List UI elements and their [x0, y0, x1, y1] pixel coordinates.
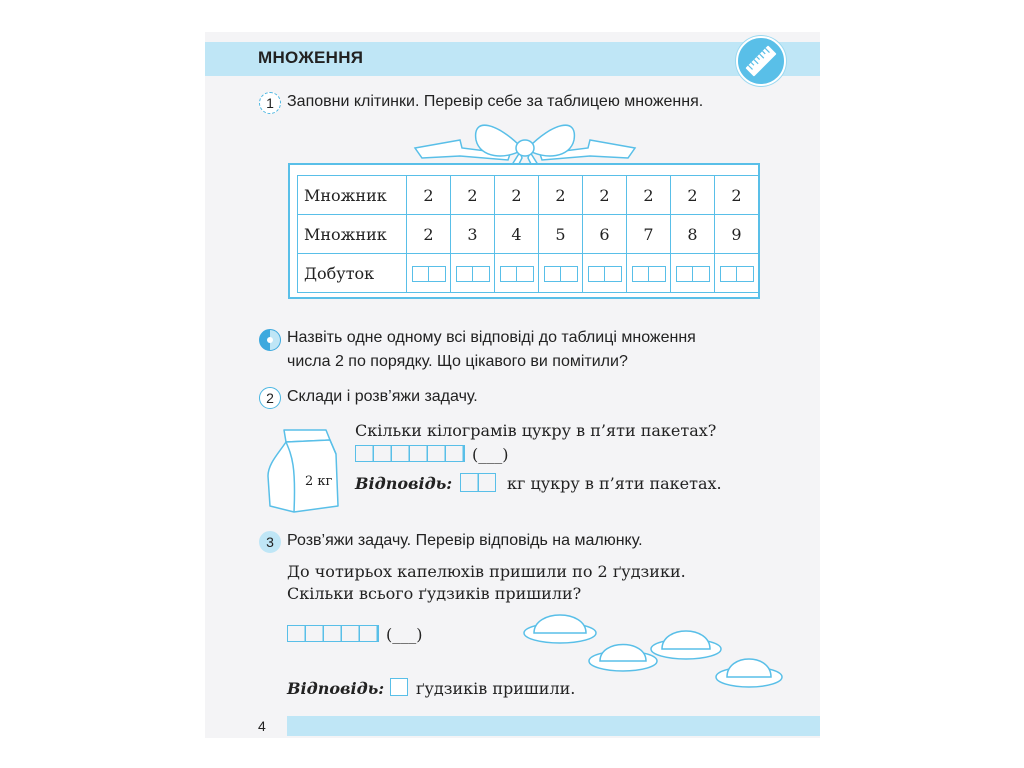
- ruler-icon: [736, 36, 786, 86]
- table-cell: 8: [671, 215, 715, 254]
- table-cell: 2: [407, 215, 451, 254]
- table-cell: 3: [451, 215, 495, 254]
- table-row: [298, 215, 759, 254]
- answer-cell[interactable]: [539, 254, 583, 293]
- task-2-instruction: Склади і розв’яжи задачу.: [287, 388, 478, 405]
- table-cell: 6: [583, 215, 627, 254]
- table-cell: 9: [715, 215, 759, 254]
- answer-box[interactable]: [460, 473, 496, 492]
- table-cell: 2: [583, 176, 627, 215]
- table-cell: 2: [407, 176, 451, 215]
- task-2-question: Скільки кілограмів цукру в п’яти пакетах?: [355, 421, 717, 440]
- sugar-bag-icon: [266, 426, 346, 516]
- row-label: Множник: [298, 176, 407, 215]
- footer-band: [287, 716, 820, 736]
- page-title: МНОЖЕННЯ: [258, 48, 364, 67]
- multiplication-table: [297, 175, 759, 293]
- unit-paren: (___): [472, 445, 509, 464]
- answer-box[interactable]: [390, 678, 408, 696]
- answer-cell[interactable]: [407, 254, 451, 293]
- table-cell: 2: [715, 176, 759, 215]
- unit-paren: (___): [386, 625, 423, 644]
- answer-cell[interactable]: [495, 254, 539, 293]
- task-3-instruction: Розв’яжи задачу. Перевір відповідь на малюнку.: [287, 532, 643, 549]
- answer-cell[interactable]: [451, 254, 495, 293]
- answer-rest-text: ґудзиків пришили.: [416, 679, 576, 698]
- talk-line-2: числа 2 по порядку. Що цікавого ви помітили?: [287, 353, 628, 370]
- equation-boxes[interactable]: [355, 445, 465, 462]
- answer-box[interactable]: [676, 266, 710, 282]
- table-cell: 2: [671, 176, 715, 215]
- task-3-number: 3: [259, 531, 281, 553]
- equation-boxes[interactable]: [287, 625, 379, 642]
- answer-rest-text: кг цукру в п’яти пакетах.: [507, 474, 722, 493]
- table-row: [298, 176, 759, 215]
- answer-box[interactable]: [456, 266, 490, 282]
- answer-cell[interactable]: [671, 254, 715, 293]
- row-label: Множник: [298, 215, 407, 254]
- answer-box[interactable]: [632, 266, 666, 282]
- task-3-line-1: До чотирьох капелюхів пришили по 2 ґудзики.: [287, 562, 686, 581]
- answer-box[interactable]: [412, 266, 446, 282]
- talk-line-1: Назвіть одне одному всі відповіді до таблиці множення: [287, 329, 696, 346]
- table-cell: 7: [627, 215, 671, 254]
- task-1-instruction: Заповни клітинки. Перевір себе за таблицею множення.: [287, 93, 704, 110]
- table-cell: 2: [627, 176, 671, 215]
- table-cell: 2: [451, 176, 495, 215]
- table-row: [298, 254, 759, 293]
- answer-label: Відповідь:: [287, 679, 385, 698]
- row-label: Добуток: [298, 254, 407, 293]
- table-cell: 4: [495, 215, 539, 254]
- answer-box[interactable]: [500, 266, 534, 282]
- table-cell: 2: [495, 176, 539, 215]
- table-cell: 5: [539, 215, 583, 254]
- task-2-number: 2: [259, 387, 281, 409]
- bag-weight-label: 2 кг: [305, 474, 333, 489]
- answer-box[interactable]: [544, 266, 578, 282]
- answer-box[interactable]: [588, 266, 622, 282]
- answer-cell[interactable]: [627, 254, 671, 293]
- answer-box[interactable]: [720, 266, 754, 282]
- answer-cell[interactable]: [715, 254, 759, 293]
- page-number: 4: [258, 718, 266, 734]
- discussion-icon: [259, 329, 281, 351]
- task-3-line-2: Скільки всього ґудзиків пришили?: [287, 584, 582, 603]
- answer-label: Відповідь:: [355, 474, 453, 493]
- task-1-number: 1: [259, 92, 281, 114]
- table-cell: 2: [539, 176, 583, 215]
- answer-cell[interactable]: [583, 254, 627, 293]
